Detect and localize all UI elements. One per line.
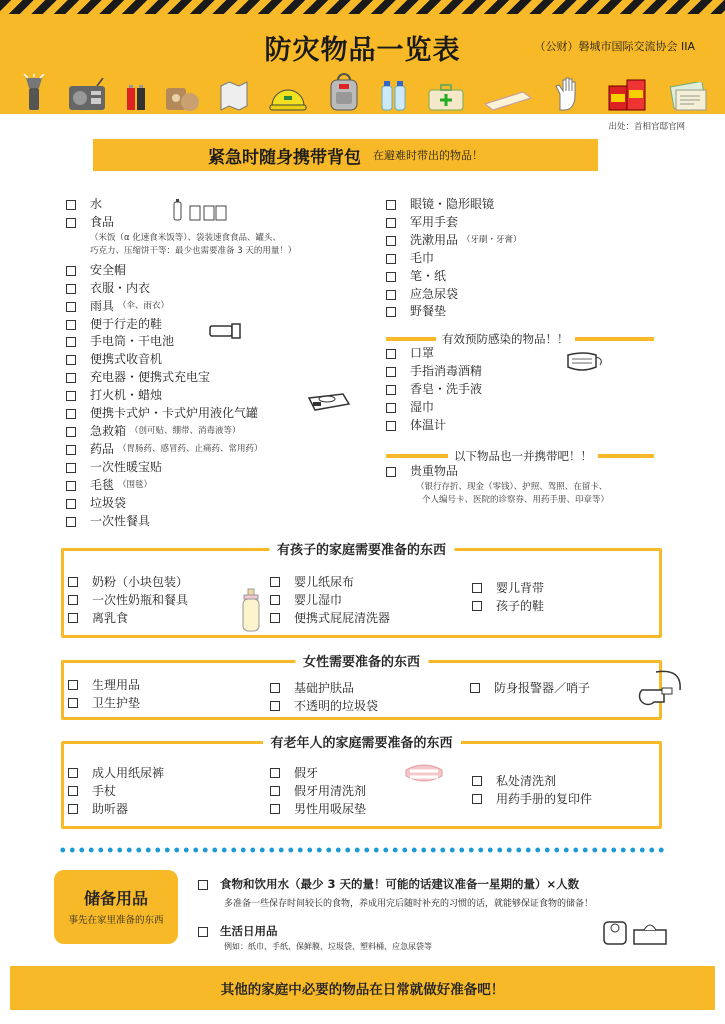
radio-icon — [67, 78, 107, 112]
checkbox[interactable] — [470, 683, 480, 693]
snacks-icon — [164, 82, 200, 112]
list-item: 孩子的鞋 — [472, 597, 544, 615]
elderly-col-1 — [68, 764, 164, 818]
checkbox[interactable] — [270, 595, 280, 605]
checkbox[interactable] — [472, 776, 482, 786]
backpack-icon — [327, 72, 361, 112]
checkbox[interactable] — [68, 613, 78, 623]
checkbox[interactable] — [472, 794, 482, 804]
list-item: 婴儿湿巾 — [270, 591, 390, 609]
source-note: 出处：首相官邸官网 — [608, 122, 685, 132]
list-item: 水 — [66, 196, 366, 214]
list-item: 防身报警器／哨子 — [470, 679, 590, 697]
checkbox[interactable] — [386, 385, 396, 395]
list-item: 手指消毒酒精 — [386, 363, 586, 381]
checkbox[interactable] — [386, 349, 396, 359]
checkbox[interactable] — [66, 337, 76, 347]
list-item: 假牙用清洗剂 — [270, 782, 366, 800]
list-item: 湿巾 — [386, 399, 586, 417]
children-col-2 — [270, 573, 390, 627]
checkbox[interactable] — [386, 272, 396, 282]
camping-stove-icon — [305, 386, 351, 420]
list-item: 婴儿背带 — [472, 579, 544, 597]
elderly-box — [61, 736, 662, 829]
checkbox[interactable] — [66, 463, 76, 473]
checkbox[interactable] — [68, 804, 78, 814]
emergency-bag-right-list — [386, 196, 666, 321]
stockpile-item-food: 食物和饮用水（最少 3 天的量！可能的话建议准备一星期的量）×人数 — [220, 877, 580, 891]
list-item: 打火机・蜡烛 — [66, 387, 366, 405]
checkbox[interactable] — [386, 218, 396, 228]
list-item: 生理用品 — [68, 676, 140, 694]
elderly-col-3 — [472, 772, 592, 808]
tissue-roll-icon — [600, 914, 670, 952]
children-box — [61, 543, 662, 638]
list-item: 笔・纸 — [386, 268, 666, 286]
checkbox[interactable] — [198, 927, 208, 937]
list-item: 急救箱 （创可贴、绷带、消毒液等） — [66, 423, 366, 441]
checkbox[interactable] — [68, 698, 78, 708]
checkbox[interactable] — [270, 613, 280, 623]
hazard-stripe — [0, 0, 725, 14]
stockpile-title: 储备用品 — [83, 889, 148, 908]
page-title: 防灾物品一览表 — [264, 35, 461, 66]
checkbox[interactable] — [66, 218, 76, 228]
checkbox[interactable] — [66, 445, 76, 455]
checkbox[interactable] — [198, 880, 208, 890]
flashlight-icon — [208, 320, 244, 346]
list-item: 一次性奶瓶和餐具 — [68, 591, 188, 609]
checkbox[interactable] — [68, 577, 78, 587]
list-item: 助听器 — [68, 800, 164, 818]
checkbox[interactable] — [472, 601, 482, 611]
list-item: 成人用纸尿裤 — [68, 764, 164, 782]
list-item: 一次性暖宝贴 — [66, 459, 366, 477]
list-item: 手电筒・干电池 — [66, 333, 366, 351]
list-item: 假牙 — [270, 764, 366, 782]
food-bottles-icon — [172, 198, 228, 226]
checkbox[interactable] — [66, 481, 76, 491]
list-item: 用药手册的复印件 — [472, 790, 592, 808]
checkbox[interactable] — [386, 290, 396, 300]
stockpile-subtitle: 事先在家里准备的东西 — [68, 915, 164, 926]
checkbox[interactable] — [66, 284, 76, 294]
list-item: 垃圾袋 — [66, 495, 366, 513]
checkbox[interactable] — [386, 467, 396, 477]
checkbox[interactable] — [66, 373, 76, 383]
dentures-icon — [404, 762, 444, 794]
checkbox[interactable] — [386, 403, 396, 413]
list-item: 便携式收音机 — [66, 351, 366, 369]
list-item: 离乳食 — [68, 609, 188, 627]
face-mask-icon — [562, 349, 606, 379]
map-icon — [219, 80, 249, 112]
checkbox[interactable] — [386, 200, 396, 210]
checkbox[interactable] — [270, 683, 280, 693]
list-item: 雨具 （伞、雨衣） — [66, 298, 366, 316]
checkbox[interactable] — [66, 427, 76, 437]
dotted-divider — [58, 847, 668, 853]
list-item: 食品 — [66, 214, 366, 232]
stockpile-daily-note: 例如：纸巾、手纸、保鲜膜、垃圾袋、塑料桶、应急尿袋等 — [224, 942, 432, 951]
list-item: 奶粉（小块包装） — [68, 573, 188, 591]
checkbox[interactable] — [386, 367, 396, 377]
checkbox[interactable] — [386, 421, 396, 431]
checkbox[interactable] — [472, 583, 482, 593]
list-item: 口罩 — [386, 345, 586, 363]
checkbox[interactable] — [68, 768, 78, 778]
checkbox[interactable] — [386, 236, 396, 246]
list-item: 应急尿袋 — [386, 286, 666, 304]
women-box — [61, 655, 662, 720]
valuables-note-line-2: 个人编号卡、医院的诊察券、用药手册、印章等） — [422, 494, 610, 505]
checkbox[interactable] — [270, 804, 280, 814]
water-bottles-icon — [380, 78, 408, 112]
list-item: 毛毯 （围毯） — [66, 477, 366, 495]
baby-bottle-icon — [240, 587, 262, 637]
organization-name: （公财）磐城市国际交流协会 IIA — [534, 40, 695, 53]
children-col-3 — [472, 579, 544, 615]
children-col-1 — [68, 573, 188, 627]
checkbox[interactable] — [66, 499, 76, 509]
women-col-3 — [470, 679, 590, 697]
also-carry-title: 以下物品也一并携带吧！！ — [454, 449, 592, 463]
checkbox[interactable] — [270, 768, 280, 778]
infection-list — [386, 345, 586, 435]
list-item: 药品 （胃肠药、感冒药、止痛药、常用药） — [66, 441, 366, 459]
checkbox[interactable] — [66, 517, 76, 527]
stockpile-item-daily: 生活日用品 — [220, 924, 278, 938]
women-col-2 — [270, 679, 378, 715]
list-item: 婴儿纸尿布 — [270, 573, 390, 591]
list-item: 卫生护垫 — [68, 694, 140, 712]
checkbox[interactable] — [66, 355, 76, 365]
list-item: 手杖 — [68, 782, 164, 800]
children-box-title: 有孩子的家庭需要准备的东西 — [269, 539, 454, 558]
elderly-box-title: 有老年人的家庭需要准备的东西 — [262, 732, 460, 751]
list-item: 野餐垫 — [386, 303, 666, 321]
women-col-1 — [68, 676, 140, 712]
list-item: 洗漱用品 （牙刷・牙膏） — [386, 232, 666, 250]
documents-icon — [666, 82, 710, 112]
list-item — [198, 876, 688, 892]
whistle-icon — [636, 666, 686, 720]
also-carry-section-header — [386, 448, 654, 464]
checkbox[interactable] — [66, 391, 76, 401]
valuables-note-line-1: （银行存折、现金（零钱）、护照、驾照、在留卡、 — [416, 481, 608, 492]
checkbox[interactable] — [270, 577, 280, 587]
footer-banner — [10, 966, 715, 1010]
flashlight-icon — [20, 74, 48, 112]
list-item: 香皂・洗手液 — [386, 381, 586, 399]
emergency-bag-subtitle: 在避难时带出的物品！ — [373, 149, 483, 162]
list-item: 便携卡式炉・卡式炉用液化气罐 — [66, 405, 366, 423]
list-item: 便携式屁屁清洗器 — [270, 609, 390, 627]
checkbox[interactable] — [386, 307, 396, 317]
footer-text: 其他的家庭中必要的物品在日常就做好准备吧！ — [220, 982, 505, 998]
checkbox[interactable] — [270, 786, 280, 796]
women-box-title: 女性需要准备的东西 — [295, 651, 428, 670]
list-item: 衣服・内衣 — [66, 280, 366, 298]
elderly-col-2 — [270, 764, 366, 818]
list-item: 安全帽 — [66, 262, 366, 280]
first-aid-kit-icon — [427, 82, 465, 112]
gloves-icon — [552, 76, 588, 112]
list-item: 不透明的垃圾袋 — [270, 697, 378, 715]
list-item: 基础护肤品 — [270, 679, 378, 697]
checkbox[interactable] — [68, 595, 78, 605]
list-item: 毛巾 — [386, 250, 666, 268]
checkbox[interactable] — [66, 409, 76, 419]
list-item: 军用手套 — [386, 214, 666, 232]
canned-food-icon — [607, 74, 647, 112]
checkbox[interactable] — [270, 701, 280, 711]
towel-icon — [483, 90, 533, 112]
list-item: 眼镜・隐形眼镜 — [386, 196, 666, 214]
batteries-icon — [126, 82, 146, 112]
helmet-icon — [268, 82, 308, 112]
stockpile-label-box — [54, 870, 178, 944]
stockpile-food-note: 多准备一些保存时间较长的食物，养成用完后随时补充的习惯的话，就能够保证食物的储备！ — [224, 899, 594, 909]
list-item: 便于行走的鞋 — [66, 316, 366, 334]
checkbox[interactable] — [66, 302, 76, 312]
checkbox[interactable] — [386, 254, 396, 264]
food-note-line-1: （米饭（α 化速食米饭等）、袋装速食食品、罐头、 — [90, 232, 282, 243]
list-item: 私处清洗剂 — [472, 772, 592, 790]
list-item: 一次性餐具 — [66, 513, 366, 531]
checkbox[interactable] — [68, 680, 78, 690]
infection-section-title: 有效预防感染的物品！！ — [442, 332, 569, 346]
header-icon-row — [20, 72, 710, 112]
checkbox[interactable] — [66, 320, 76, 330]
list-item: 充电器・便携式充电宝 — [66, 369, 366, 387]
emergency-bag-left-list — [66, 196, 366, 530]
food-note-line-2: 巧克力、压缩饼干等：最少也需要准备 3 天的用量！） — [90, 245, 297, 256]
list-item: 体温计 — [386, 417, 586, 435]
emergency-bag-banner — [93, 139, 598, 171]
checkbox[interactable] — [66, 266, 76, 276]
valuables-list — [386, 463, 676, 507]
checkbox[interactable] — [68, 786, 78, 796]
list-item: 贵重物品 — [386, 463, 676, 481]
checkbox[interactable] — [66, 200, 76, 210]
list-item: 男性用吸尿垫 — [270, 800, 366, 818]
emergency-bag-title: 紧急时随身携带背包 — [208, 147, 361, 168]
